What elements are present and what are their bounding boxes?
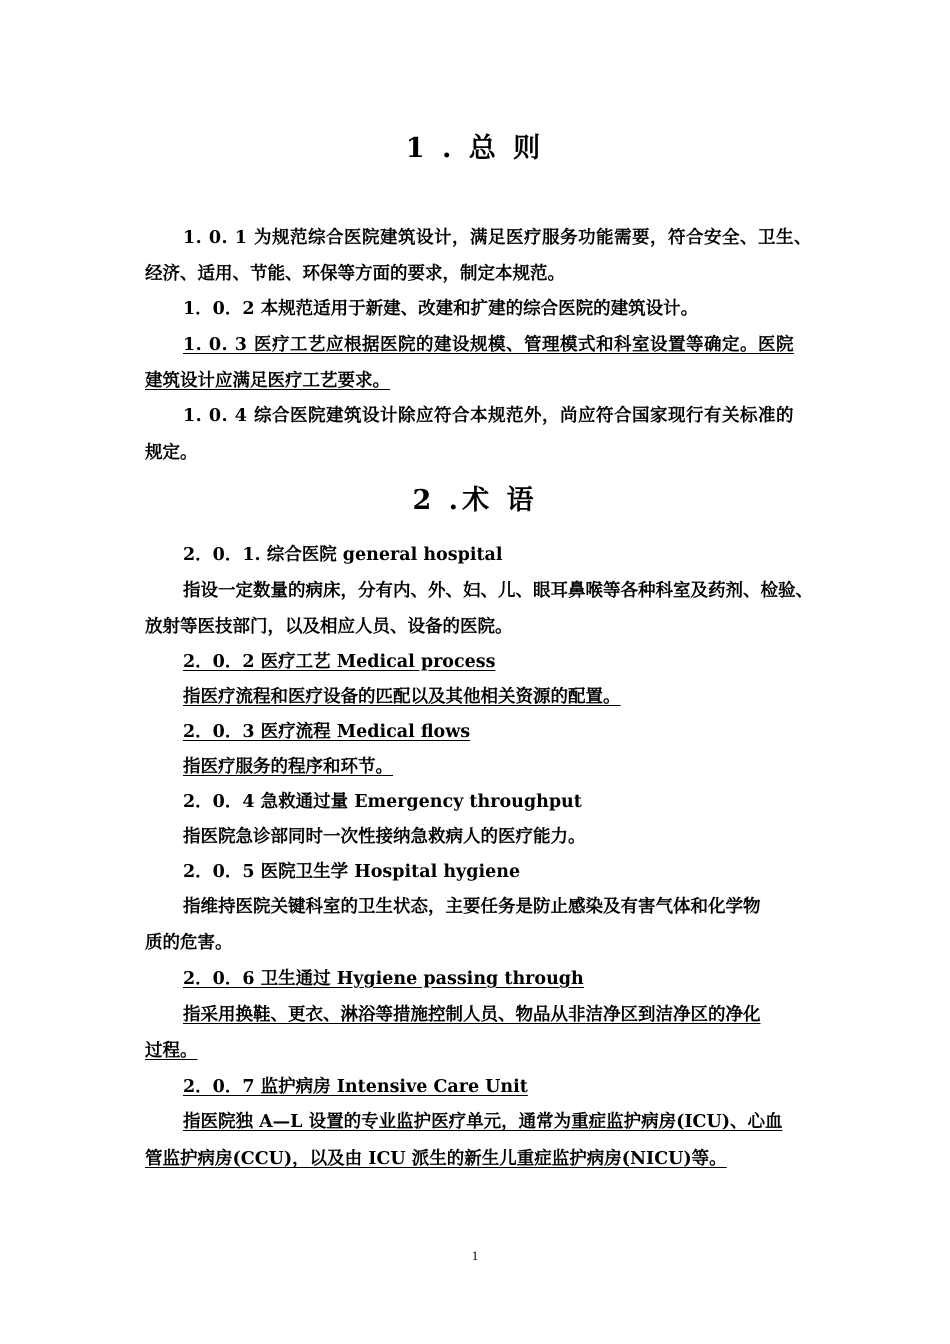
chapter-2-title: 2 .术 语 (412, 485, 538, 516)
term-2-0-4-heading: 2．0．4 急救通过量 Emergency throughput (183, 792, 582, 812)
term-2-0-3-heading: 2．0．3 医疗流程 Medical flows (183, 722, 471, 742)
chapter-1-title: 1 . 总 则 (405, 133, 545, 164)
clause-1-0-3-line-1: 1. 0. 3 医疗工艺应根据医院的建设规模、管理模式和科室设置等确定。医院 (183, 335, 794, 355)
term-2-0-5-def-line-2: 质的危害。 (145, 933, 233, 953)
term-2-0-5-def-line-1: 指维持医院关键科室的卫生状态，主要任务是防止感染及有害气体和化学物 (183, 897, 761, 917)
term-2-0-6-heading: 2．0．6 卫生通过 Hygiene passing through (183, 969, 584, 989)
term-2-0-1-heading: 2．0．1. 综合医院 general hospital (183, 545, 503, 565)
clause-1-0-1-line-1: 1. 0. 1 为规范综合医院建筑设计，满足医疗服务功能需要，符合安全、卫生、 (183, 228, 812, 248)
term-2-0-2-def: 指医疗流程和医疗设备的匹配以及其他相关资源的配置。 (183, 687, 621, 707)
term-2-0-2-heading: 2．0．2 医疗工艺 Medical process (183, 652, 496, 672)
clause-1-0-2: 1．0．2 本规范适用于新建、改建和扩建的综合医院的建筑设计。 (183, 299, 699, 319)
clause-1-0-3-line-2: 建筑设计应满足医疗工艺要求。 (145, 371, 390, 391)
term-2-0-7-def-line-1: 指医院独 A—L 设置的专业监护医疗单元，通常为重症监护病房(ICU)、心血 (183, 1112, 783, 1132)
term-2-0-5-heading: 2．0．5 医院卫生学 Hospital hygiene (183, 862, 521, 882)
term-2-0-1-def-line-1: 指设一定数量的病床，分有内、外、妇、儿、眼耳鼻喉等各种科室及药剂、检验、 (183, 581, 813, 601)
clause-1-0-1-line-2: 经济、适用、节能、环保等方面的要求，制定本规范。 (145, 264, 565, 284)
clause-1-0-4-line-1: 1. 0. 4 综合医院建筑设计除应符合本规范外，尚应符合国家现行有关标准的 (183, 406, 794, 426)
clause-1-0-4-line-2: 规定。 (145, 443, 198, 463)
term-2-0-7-def-line-2: 管监护病房(CCU)，以及由 ICU 派生的新生儿重症监护病房(NICU)等。 (145, 1149, 727, 1169)
term-2-0-1-def-line-2: 放射等医技部门，以及相应人员、设备的医院。 (145, 617, 513, 637)
term-2-0-7-heading: 2．0．7 监护病房 Intensive Care Unit (183, 1077, 528, 1097)
term-2-0-3-def: 指医疗服务的程序和环节。 (183, 757, 393, 777)
term-2-0-6-def-line-2: 过程。 (145, 1041, 198, 1061)
term-2-0-4-def: 指医院急诊部同时一次性接纳急救病人的医疗能力。 (183, 827, 586, 847)
page-number: 1 (471, 1248, 479, 1263)
term-2-0-6-def-line-1: 指采用换鞋、更衣、淋浴等措施控制人员、物品从非洁净区到洁净区的净化 (183, 1005, 761, 1025)
